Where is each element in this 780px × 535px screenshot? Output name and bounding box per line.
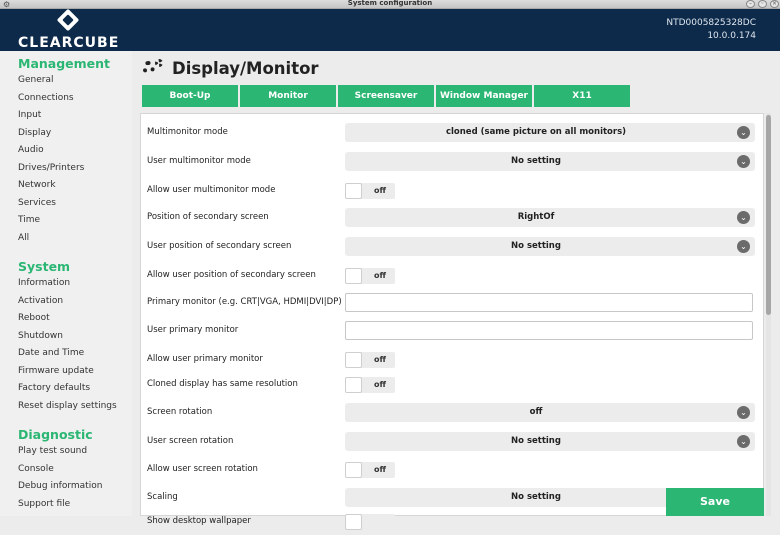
toggle-knob[interactable] xyxy=(345,462,362,478)
setting-label: Allow user screen rotation xyxy=(147,464,258,474)
chevron-down-icon[interactable]: ⌄ xyxy=(737,406,750,419)
brand-logo-text: CLEARCUBE xyxy=(18,35,120,51)
sidebar-item-factory-defaults[interactable]: Factory defaults xyxy=(18,383,91,393)
setting-label: Primary monitor (e.g. CRT|VGA, HDMI|DVI|DP) xyxy=(147,297,342,307)
host-info xyxy=(666,17,756,43)
setting-input[interactable] xyxy=(345,293,753,312)
setting-label: Allow user position of secondary screen xyxy=(147,270,316,280)
setting-label: User multimonitor mode xyxy=(147,156,251,166)
toggle-state: off xyxy=(374,380,386,389)
window-titlebar xyxy=(0,0,780,9)
minimize-icon[interactable]: – xyxy=(746,0,755,8)
setting-label: User primary monitor xyxy=(147,325,239,335)
page-header xyxy=(142,57,319,79)
sidebar-heading-management: Management xyxy=(18,56,111,71)
select-value: No setting xyxy=(511,492,561,502)
sidebar-item-firmware-update[interactable]: Firmware update xyxy=(18,365,94,376)
setting-select[interactable] xyxy=(345,152,755,171)
toggle-state: off xyxy=(374,271,386,280)
sidebar-item-connections[interactable]: Connections xyxy=(18,92,74,103)
maximize-icon[interactable]: ◦ xyxy=(758,0,767,8)
sidebar xyxy=(0,51,132,516)
setting-select[interactable] xyxy=(345,123,755,142)
toggle-knob[interactable] xyxy=(345,514,362,530)
select-value: cloned (same picture on all monitors) xyxy=(445,127,627,137)
setting-label: Cloned display has same resolution xyxy=(147,379,298,389)
sidebar-heading-diagnostic: Diagnostic xyxy=(18,427,93,442)
setting-select[interactable] xyxy=(345,403,755,422)
setting-row-user-screen-rotation xyxy=(141,427,765,455)
setting-row-user-multimonitor-mode xyxy=(141,147,765,175)
toggle-knob[interactable] xyxy=(345,377,362,393)
select-value: No setting xyxy=(511,156,561,166)
setting-row-allow-user-position-of-secondary-screen xyxy=(141,261,765,289)
setting-select[interactable] xyxy=(345,432,755,451)
chevron-down-icon[interactable]: ⌄ xyxy=(737,211,750,224)
sidebar-item-input[interactable]: Input xyxy=(18,110,42,120)
sidebar-item-activation[interactable]: Activation xyxy=(18,295,64,306)
host-name: NTD0005825328DC xyxy=(666,18,756,28)
gears-icon xyxy=(142,59,164,77)
settings-app-icon: ⚙ xyxy=(3,0,11,9)
setting-row-allow-user-primary-monitor xyxy=(141,345,765,373)
toggle-knob[interactable] xyxy=(345,183,362,199)
sidebar-item-display[interactable]: Display xyxy=(18,127,52,138)
sidebar-item-date-and-time[interactable]: Date and Time xyxy=(18,348,85,358)
sidebar-item-general[interactable]: General xyxy=(18,75,54,85)
sidebar-item-play-test-sound[interactable]: Play test sound xyxy=(18,446,88,456)
setting-label: User screen rotation xyxy=(147,436,234,446)
sidebar-item-support-file[interactable]: Support file xyxy=(18,498,71,509)
setting-row-user-primary-monitor xyxy=(141,316,765,344)
sidebar-item-reset-display-settings[interactable]: Reset display settings xyxy=(18,400,117,411)
app-header xyxy=(0,9,780,51)
chevron-down-icon[interactable]: ⌄ xyxy=(737,240,750,253)
tab-window-manager[interactable]: Window Manager xyxy=(436,85,532,107)
host-ip: 10.0.0.174 xyxy=(707,31,756,41)
setting-row-position-of-secondary-screen xyxy=(141,203,765,231)
chevron-down-icon[interactable]: ⌄ xyxy=(737,155,750,168)
tab-boot-up[interactable]: Boot-Up xyxy=(142,85,238,107)
setting-label: Allow user primary monitor xyxy=(147,354,263,364)
toggle-knob[interactable] xyxy=(345,352,362,368)
toggle-state: off xyxy=(374,465,386,474)
setting-row-multimonitor-mode xyxy=(141,118,765,146)
setting-label: Screen rotation xyxy=(147,407,213,417)
select-value: No setting xyxy=(511,436,561,446)
setting-row-allow-user-screen-rotation xyxy=(141,455,765,483)
setting-label: User position of secondary screen xyxy=(147,241,292,251)
sidebar-item-time[interactable]: Time xyxy=(18,215,41,225)
toggle-knob[interactable] xyxy=(345,268,362,284)
sidebar-heading-system: System xyxy=(18,259,71,274)
scrollbar[interactable] xyxy=(766,113,771,516)
tab-x11[interactable]: X11 xyxy=(534,85,630,107)
setting-toggle[interactable] xyxy=(345,183,395,199)
tab-bar xyxy=(142,85,632,107)
sidebar-item-reboot[interactable]: Reboot xyxy=(18,313,50,323)
sidebar-item-debug-information[interactable]: Debug information xyxy=(18,481,103,491)
setting-label: Scaling xyxy=(147,492,178,502)
setting-row-primary-monitor-e-g-crt-vga-hdmi-dvi-dp xyxy=(141,288,765,316)
setting-row-cloned-display-has-same-resolution xyxy=(141,370,765,398)
setting-label: Show desktop wallpaper xyxy=(147,516,251,526)
setting-toggle[interactable] xyxy=(345,268,395,284)
sidebar-item-drives-printers[interactable]: Drives/Printers xyxy=(18,162,85,173)
sidebar-item-all[interactable]: All xyxy=(18,232,30,243)
sidebar-item-shutdown[interactable]: Shutdown xyxy=(18,330,63,341)
setting-label: Position of secondary screen xyxy=(147,212,269,222)
setting-toggle[interactable] xyxy=(345,462,395,478)
chevron-down-icon[interactable]: ⌄ xyxy=(737,435,750,448)
toggle-state: off xyxy=(374,355,386,364)
setting-label: Multimonitor mode xyxy=(147,127,228,137)
window-title: System configuration xyxy=(347,0,433,7)
tab-monitor[interactable]: Monitor xyxy=(240,85,336,107)
sidebar-item-audio[interactable]: Audio xyxy=(18,145,44,155)
clearcube-logo-icon xyxy=(57,9,80,32)
main-content xyxy=(132,51,780,526)
select-value: off xyxy=(529,407,543,417)
scrollbar-thumb[interactable] xyxy=(766,115,771,315)
sidebar-item-information[interactable]: Information xyxy=(18,278,71,288)
settings-panel xyxy=(140,113,764,526)
setting-input[interactable] xyxy=(345,321,753,340)
tab-screensaver[interactable]: Screensaver xyxy=(338,85,434,107)
page-title: Display/Monitor xyxy=(172,58,319,78)
setting-row-screen-rotation xyxy=(141,398,765,426)
setting-row-allow-user-multimonitor-mode xyxy=(141,176,765,204)
sidebar-item-console[interactable]: Console xyxy=(18,463,54,474)
setting-select[interactable] xyxy=(345,208,755,227)
chevron-down-icon[interactable]: ⌄ xyxy=(737,126,750,139)
setting-toggle[interactable] xyxy=(345,377,395,393)
setting-toggle[interactable] xyxy=(345,514,395,530)
select-value: RightOf xyxy=(517,212,555,222)
setting-row-user-position-of-secondary-screen xyxy=(141,232,765,260)
sidebar-item-network[interactable]: Network xyxy=(18,180,56,190)
close-icon[interactable]: × xyxy=(771,0,778,7)
save-button[interactable]: Save xyxy=(666,488,764,516)
select-value: No setting xyxy=(511,241,561,251)
setting-toggle[interactable] xyxy=(345,352,395,368)
sidebar-item-services[interactable]: Services xyxy=(18,197,56,208)
toggle-state: off xyxy=(374,186,386,195)
setting-select[interactable] xyxy=(345,237,755,256)
setting-label: Allow user multimonitor mode xyxy=(147,185,276,195)
